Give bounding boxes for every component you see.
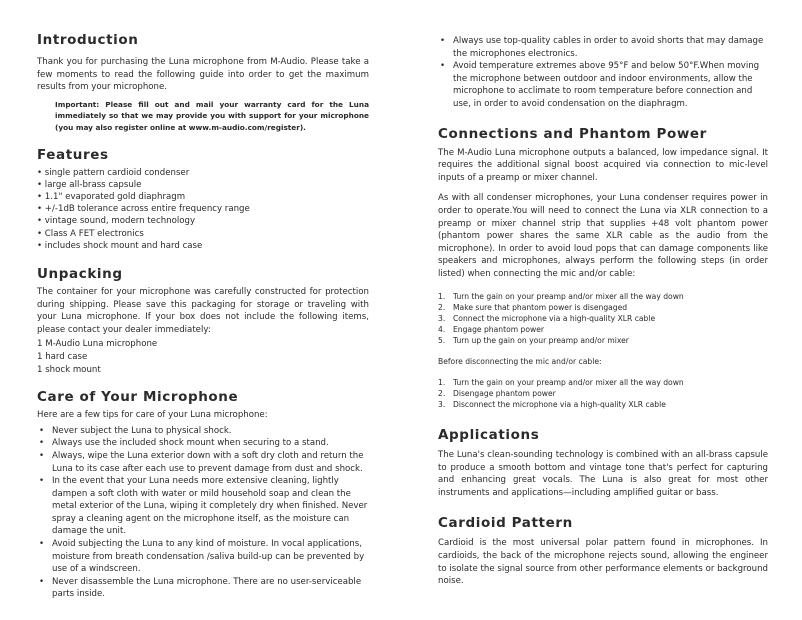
connect-step (438, 313, 768, 324)
step-number: 4. (438, 324, 446, 334)
step-text: Turn the gain on your preamp and/or mixer all the way down (453, 378, 684, 387)
care-tips-continued-list (438, 35, 768, 111)
step-number: 3. (438, 400, 446, 409)
step-number: 1. (438, 378, 446, 387)
care-tip: • Avoid subjecting the Luna to any kind of moisture. In vocal applications, moisture from breath condensation /saliva build-up can be prevented by use of a windscreen. (37, 538, 369, 576)
connect-step (438, 335, 768, 346)
connections-heading: Connections and Phantom Power (438, 125, 707, 142)
disconnect-intro: Before disconnecting the mic and/or cable: (438, 356, 602, 366)
step-text: Disconnect the microphone via a high-quality XLR cable (453, 400, 666, 409)
feature-item: • single pattern cardioid condenser (37, 167, 190, 178)
care-intro: Here are a few tips for care of your Luna microphone: (37, 410, 268, 421)
unpacking-text: The container for your microphone was carefully constructed for protection during shipping. Please save this packaging for storage or traveling with your Luna microphone. If your box does not include the following items, please contact your dealer immediately: (37, 286, 369, 335)
applications-text: The Luna's clean-sounding technology is combined with an all-brass capsule to produce a smooth bottom and vintage tone that's perfect for capturing and enhancing great vocals. The Luna is also great for most other instruments and applications—including amplified guitar or bass. (438, 450, 768, 498)
step-text: Connect the microphone via a high-quality XLR cable (453, 313, 656, 323)
step-text: Make sure that phantom power is disengaged (453, 302, 628, 312)
applications-heading: Applications (438, 427, 540, 443)
disconnect-steps-list (438, 377, 768, 410)
disconnect-step (438, 377, 768, 388)
feature-item: • 1.1" evaporated gold diaphragm (37, 191, 186, 202)
care-tip: • Always use top-quality cables in order to avoid shorts that may damage the microphones electronics. (438, 35, 768, 60)
care-tip: • Never subject the Luna to physical shock. (37, 425, 369, 438)
step-text: Turn up the gain on your preamp and/or mixer (453, 335, 629, 345)
step-number: 2. (438, 389, 446, 398)
package-item: 1 M-Audio Luna microphone (37, 339, 158, 350)
care-heading: Care of Your Microphone (37, 389, 239, 406)
cardioid-text: Cardioid is the most universal polar pattern found in microphones. In cardioids, the back of the microphone rejects sound, allowing the engineer to isolate the signal source from other performance elements or background noise. (438, 538, 768, 587)
step-number: 1. (438, 291, 446, 301)
unpacking-heading: Unpacking (37, 265, 123, 282)
care-tip: • Always use the included shock mount when securing to a stand. (37, 437, 369, 450)
step-number: 5. (438, 335, 446, 345)
care-tip: • Avoid temperature extremes above 95°F and below 50°F.When moving the microphone between outdoor and indoor environments, allow the microphone to acclimate to room temperature before connection and use, in order to avoid condensation on the diaphragm. (438, 60, 768, 110)
care-tip: • In the event that your Luna needs more extensive cleaning, lightly dampen a soft cloth with water or mild household soap and clean the metal exterior of the Luna, wiping it completely dry when finished. Never spray a cleaning agent on the microphone itself, as the moisture can damage the unit. (37, 475, 369, 538)
care-tips-list (37, 425, 369, 601)
step-text: Disengage phantom power (453, 389, 556, 398)
features-heading: Features (37, 146, 109, 163)
connect-steps-list (438, 291, 768, 346)
connect-step (438, 302, 768, 313)
connections-text-1: The M-Audio Luna microphone outputs a balanced, low impedance signal. It requires the additional signal boost acquired via connection to mic-level inputs of a preamp or mixer channel. (438, 147, 768, 183)
care-tip: • Always, wipe the Luna exterior down with a soft dry cloth and return the Luna to its case after each use to prevent damage from dust and shock. (37, 450, 369, 475)
package-item: 1 hard case (37, 351, 88, 362)
disconnect-step (438, 399, 768, 410)
feature-item: • Class A FET electronics (37, 228, 144, 239)
right-column (438, 35, 768, 588)
cardioid-heading: Cardioid Pattern (438, 515, 573, 532)
step-text: Turn the gain on your preamp and/or mixer all the way down (453, 291, 684, 301)
disconnect-step (438, 388, 768, 399)
feature-item: • includes shock mount and hard case (37, 240, 203, 251)
connect-step (438, 291, 768, 302)
package-item: 1 shock mount (37, 364, 101, 375)
warranty-note: Important: Please fill out and mail your warranty card for the Luna immediately so that we may provide you with support for your microphone (you may also register online at www.m-audio.com/register). (55, 99, 369, 132)
step-text: Engage phantom power (453, 324, 544, 334)
feature-item: • vintage sound, modern technology (37, 216, 196, 227)
introduction-text: Thank you for purchasing the Luna microphone from M-Audio. Please take a few moments to read the following guide into order to get the maximum results from your microphone. (37, 57, 369, 93)
feature-item: • large all-brass capsule (37, 179, 142, 190)
connections-text-2: As with all condenser microphones, your Luna condenser requires power in order to operate.You will need to connect the Luna via XLR connection to a preamp or mixer channel strip that supplies +48 volt phantom power (phantom power shares the same XLR cable as the audio from the microphone). In order to avoid loud pops that can damage components like speakers and microphones, always perform the following steps (in order listed) when connecting the mic and/or cable: (438, 193, 768, 279)
package-contents-list (37, 338, 369, 376)
step-number: 3. (438, 313, 446, 323)
left-column (37, 32, 369, 601)
care-tip: • Never disassemble the Luna microphone. There are no user-serviceable parts inside. (37, 576, 369, 601)
feature-item: • +/-1dB tolerance across entire frequency range (37, 204, 250, 215)
introduction-heading: Introduction (37, 32, 139, 48)
connect-step (438, 324, 768, 335)
features-list (37, 167, 369, 252)
step-number: 2. (438, 302, 446, 312)
